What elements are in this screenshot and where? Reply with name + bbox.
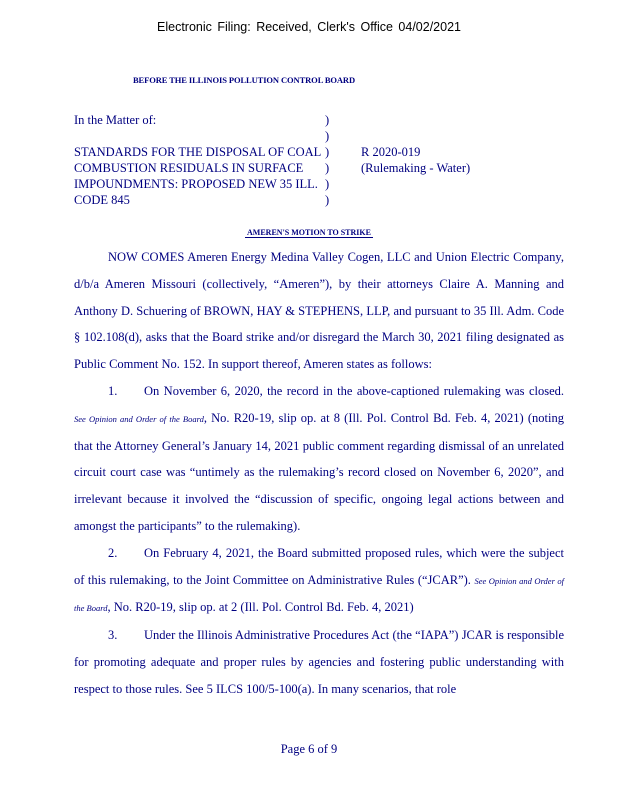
caption-line: STANDARDS FOR THE DISPOSAL OF COAL: [74, 145, 322, 159]
case-number: R 2020-019: [361, 145, 421, 159]
numbered-paragraph-3: [74, 622, 564, 702]
electronic-filing-stamp: Electronic Filing: Received, Clerk's Office 04/02/2021: [157, 20, 461, 34]
case-type: (Rulemaking - Water): [361, 161, 471, 175]
court-header: BEFORE THE ILLINOIS POLLUTION CONTROL BOARD: [132, 75, 356, 85]
caption-paren: ): [325, 161, 330, 175]
paragraph-text: On November 6, 2020, the record in the above-captioned rulemaking was closed.: [144, 383, 564, 398]
paragraph-text: , No. R20-19, slip op. at 2 (Ill. Pol. Control Bd. Feb. 4, 2021): [107, 600, 414, 615]
paragraph-text: Under the Illinois Administrative Procedures Act (the “IAPA”) JCAR is responsible for promoting adequate and proper rules by agencies and fostering public understanding with respect to those rules. See 5 ILCS 100/5-100(a). In many scenarios, that role: [74, 628, 564, 696]
caption-paren: ): [325, 193, 330, 207]
caption-paren: ): [325, 177, 330, 191]
caption-paren: ): [325, 129, 330, 143]
caption-paren: ): [325, 145, 330, 159]
paragraph-text: , No. R20-19, slip op. at 8 (Ill. Pol. Control Bd. Feb. 4, 2021) (noting that the Attorney General’s January 14, 2021 public comment regarding dismissal of an unrelated circuit court case was “untimely as the rulemaking’s record closed on November 6, 2020”, and irrelevant because it involved the “discussion of specific, ongoing legal actions between and amongst the participants” to the rulemaking).: [74, 410, 564, 533]
motion-title: [0, 228, 618, 237]
caption-paren: ): [325, 113, 330, 127]
citation: See Opinion and Order of the Board: [74, 575, 565, 614]
citation: See Opinion and Order of the Board: [74, 413, 204, 424]
caption-line: IMPOUNDMENTS: PROPOSED NEW 35 ILL.: [74, 177, 318, 191]
numbered-paragraph-2: [74, 540, 564, 622]
caption-line: COMBUSTION RESIDUALS IN SURFACE: [74, 161, 304, 175]
caption-line: In the Matter of:: [74, 113, 157, 127]
motion-title-text: AMEREN'S MOTION TO STRIKE: [247, 228, 371, 237]
paragraph-text: On February 4, 2021, the Board submitted proposed rules, which were the subject of this rulemaking, to the Joint Committee on Administrative Rules (“JCAR”).: [74, 545, 564, 587]
page-number: Page 6 of 9: [280, 742, 338, 756]
numbered-paragraph-1: [74, 378, 564, 540]
paragraph-number: 2.: [108, 545, 118, 560]
document-body: [74, 244, 564, 703]
paragraph-number: 1.: [108, 383, 118, 398]
caption-line: CODE 845: [74, 193, 130, 207]
paragraph-number: 3.: [108, 628, 118, 643]
intro-paragraph: NOW COMES Ameren Energy Medina Valley Cogen, LLC and Union Electric Company, d/b/a Ameren Missouri (collectively, “Ameren”), by their attorneys Claire A. Manning and Anthony D. Schuering of BROWN, HAY & STEPHENS, LLP, and pursuant to 35 Ill. Adm. Code § 102.108(d), asks that the Board strike and/or disregard the March 30, 2021 filing designated as Public Comment No. 152. In support thereof, Ameren states as follows:: [74, 250, 564, 372]
